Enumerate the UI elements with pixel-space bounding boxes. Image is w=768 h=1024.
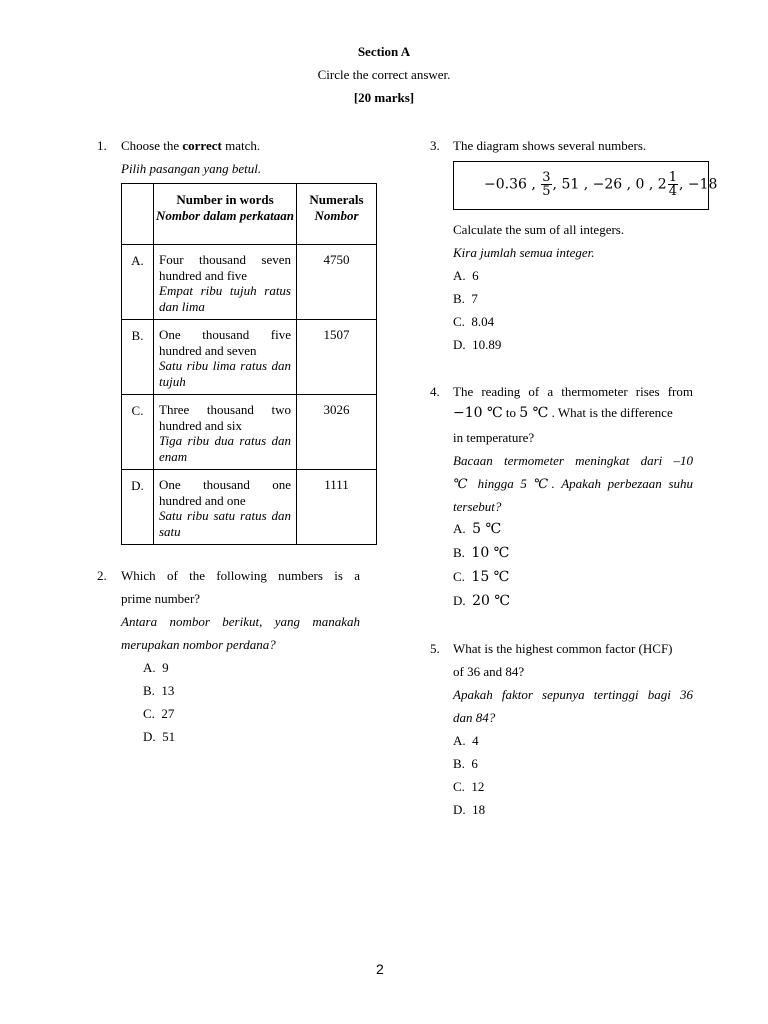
q4-text-ms2: ℃ hingga 5 ℃. Apakah perbezaan suhu: [453, 476, 693, 491]
q5-option-c[interactable]: C. 12: [453, 779, 485, 794]
q5-text-line1: What is the highest common factor (HCF): [453, 641, 673, 656]
q5-text-ms1: Apakah faktor sepunya tertinggi bagi 36: [453, 687, 693, 702]
q1-text-ms: Pilih pasangan yang betul.: [121, 161, 262, 176]
q1-number: 1.: [97, 138, 107, 153]
row-label: C.: [122, 395, 154, 470]
q4-option-a[interactable]: A. 5 ℃: [453, 521, 502, 537]
q2-option-b[interactable]: B. 13: [143, 683, 175, 698]
table-header-words: Number in words Nombor dalam perkataan: [154, 184, 297, 245]
table-row[interactable]: [122, 245, 377, 320]
row-words: Four thousand seven hundred and five Empat ribu tujuh ratus dan lima: [154, 245, 297, 320]
q3-text: The diagram shows several numbers.: [453, 138, 647, 153]
section-title: Section A: [357, 44, 411, 59]
table-row[interactable]: [122, 470, 377, 545]
q3-option-a[interactable]: A. 6: [453, 268, 479, 283]
instruction: Circle the correct answer.: [317, 67, 451, 82]
q1-match-table: [121, 183, 377, 545]
row-numeral: 1507: [297, 320, 377, 395]
q2-text-ms2: merupakan nombor perdana?: [121, 637, 276, 652]
row-label: D.: [122, 470, 154, 545]
row-numeral: 3026: [297, 395, 377, 470]
q4-option-c[interactable]: C. 15 ℃: [453, 569, 510, 585]
q4-option-b[interactable]: B. 10 ℃: [453, 545, 510, 561]
table-header-blank: [122, 184, 154, 245]
row-label: B.: [122, 320, 154, 395]
q3-option-b[interactable]: B. 7: [453, 291, 478, 306]
q4-option-d[interactable]: D. 20 ℃: [453, 593, 511, 609]
table-header-numerals: Numerals Nombor: [297, 184, 377, 245]
q4-number: 4.: [430, 384, 440, 399]
fraction: $\frac{1}{4}$: [668, 170, 677, 199]
q5-option-d[interactable]: D. 18: [453, 802, 486, 817]
q3-numbers: −0.36 , $\frac{3}{5}$ , 51 , −26 , 0 , 2 $\frac{1}{4}$ , −18: [484, 170, 718, 199]
q5-text-line2: of 36 and 84?: [453, 664, 525, 679]
q5-option-b[interactable]: B. 6: [453, 756, 478, 771]
q2-text-line1: Which of the following numbers is a: [121, 568, 360, 583]
q4-text-ms3: tersebut?: [453, 499, 502, 514]
q2-text-ms1: Antara nombor berikut, yang manakah: [121, 614, 360, 629]
q2-option-a[interactable]: A. 9: [143, 660, 169, 675]
q4-text-ms1: Bacaan termometer meningkat dari –10: [453, 453, 693, 468]
row-numeral: 1111: [297, 470, 377, 545]
q3-numbers-box: [453, 161, 718, 210]
page-number: 2: [376, 961, 384, 977]
row-words: One thousand one hundred and one Satu ribu satu ratus dan satu: [154, 470, 297, 545]
q3-option-c[interactable]: C. 8.04: [453, 314, 495, 329]
q1-text: Choose the correct match.: [121, 138, 261, 153]
q3-option-d[interactable]: D. 10.89: [453, 337, 502, 352]
q2-text-line2: prime number?: [121, 591, 201, 606]
q5-option-a[interactable]: A. 4: [453, 733, 479, 748]
row-words: Three thousand two hundred and six Tiga ribu dua ratus dan enam: [154, 395, 297, 470]
q2-option-c[interactable]: C. 27: [143, 706, 175, 721]
q2-option-d[interactable]: D. 51: [143, 729, 176, 744]
q3-question-ms: Kira jumlah semua integer.: [453, 245, 595, 260]
q4-text-line2: −10 ℃ to 5 ℃ . What is the difference: [453, 405, 673, 421]
table-row[interactable]: [122, 320, 377, 395]
row-label: A.: [122, 245, 154, 320]
q3-number: 3.: [430, 138, 440, 153]
fraction: $\frac{3}{5}$: [542, 170, 551, 199]
q5-number: 5.: [430, 641, 440, 656]
table-row[interactable]: [122, 395, 377, 470]
q4-text-line3: in temperature?: [453, 430, 535, 445]
q3-question: Calculate the sum of all integers.: [453, 222, 625, 237]
q2-number: 2.: [97, 568, 107, 583]
row-words: One thousand five hundred and seven Satu ribu lima ratus dan tujuh: [154, 320, 297, 395]
q4-text-line1: The reading of a thermometer rises from: [453, 384, 693, 399]
row-numeral: 4750: [297, 245, 377, 320]
marks-label: [20 marks]: [353, 90, 415, 105]
q5-text-ms2: dan 84?: [453, 710, 496, 725]
